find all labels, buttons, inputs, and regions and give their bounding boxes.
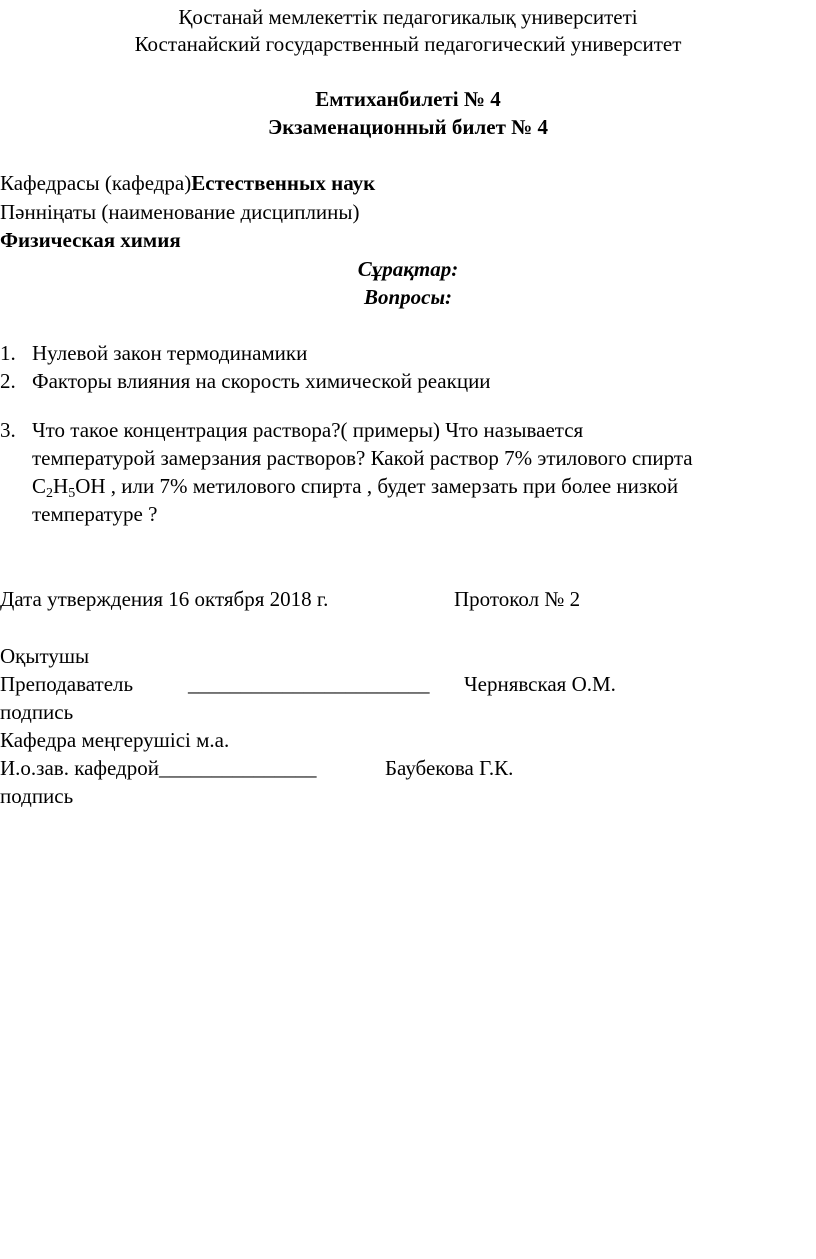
university-name-ru: Костанайский государственный педагогический университет <box>134 32 682 56</box>
formula-subscript: 5 <box>68 486 76 501</box>
department-row <box>0 170 375 196</box>
question-number: 3. <box>0 418 16 442</box>
question-number: 2. <box>0 369 16 393</box>
ticket-title-ru: Экзаменационный билет № 4 <box>268 115 548 139</box>
teacher-signature-line: _______________________ <box>188 672 430 696</box>
question-text-line: температурой замерзания растворов? Какой раствор 7% этилового спирта <box>32 446 693 470</box>
head-label-kz: Кафедра меңгерушісі м.а. <box>0 728 230 752</box>
discipline-value: Физическая химия <box>0 228 181 252</box>
teacher-label-ru: Преподаватель <box>0 672 134 696</box>
department-value: Естественных наук <box>191 171 376 195</box>
head-signature-caption: подпись <box>0 784 74 808</box>
question-text-rest: OH , или 7% метилового спирта , будет замерзать при более низкой <box>75 474 679 498</box>
formula-subscript: 2 <box>46 486 54 501</box>
protocol-number: Протокол № 2 <box>454 587 581 611</box>
questions-heading-kz: Сұрақтар: <box>357 257 459 281</box>
head-label-ru <box>0 755 316 781</box>
question-text-line: температуре ? <box>32 502 158 526</box>
question-text: Нулевой закон термодинамики <box>32 341 308 365</box>
head-name: Баубекова Г.К. <box>385 756 514 780</box>
department-label: Кафедрасы (кафедра) <box>0 171 192 195</box>
head-signature-line: _______________ <box>158 756 317 780</box>
teacher-label-kz: Оқытушы <box>0 644 90 668</box>
teacher-signature-caption: подпись <box>0 700 74 724</box>
approval-date: Дата утверждения 16 октября 2018 г. <box>0 587 329 611</box>
university-name-kz: Қостанай мемлекеттік педагогикалық университеті <box>178 5 638 29</box>
question-text: Факторы влияния на скорость химической реакции <box>32 369 491 393</box>
question-text-line: Что такое концентрация раствора?( примеры) Что называется <box>32 418 584 442</box>
formula-hydrogen: H <box>53 474 69 498</box>
discipline-label: Пәнніңаты (наименование дисциплины) <box>0 200 360 224</box>
formula-carbon: C <box>32 474 47 498</box>
ticket-title-kz: Емтиханбилеті № 4 <box>315 87 501 111</box>
question-number: 1. <box>0 341 16 365</box>
question-text-line <box>32 473 678 499</box>
teacher-name: Чернявская О.М. <box>464 672 616 696</box>
questions-heading-ru: Вопросы: <box>363 285 453 309</box>
head-title: И.о.зав. кафедрой <box>0 756 159 780</box>
